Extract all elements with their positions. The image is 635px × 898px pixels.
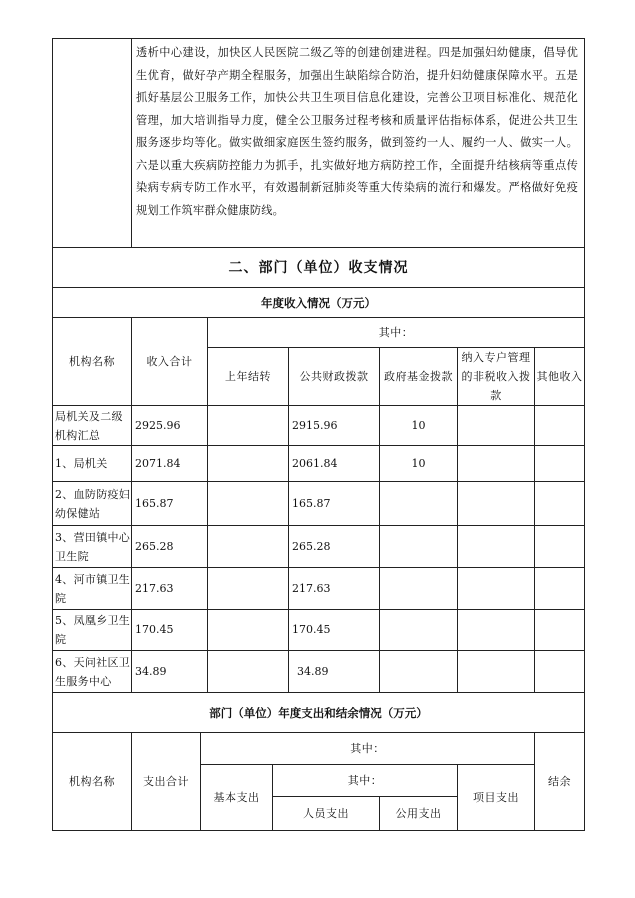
income-header-carryover: 上年结转: [208, 348, 289, 406]
row-carryover: [208, 526, 289, 568]
row-org: 4、河市镇卫生院: [53, 568, 132, 610]
row-gov-fund: 10: [380, 406, 458, 446]
row-non-tax: [458, 406, 535, 446]
row-public-fiscal: 2915.96: [289, 406, 380, 446]
expense-header-of-which: 其中：: [201, 733, 535, 765]
expense-header-balance: 结余: [535, 733, 585, 831]
row-total: 2925.96: [132, 406, 208, 446]
row-total: 2071.84: [132, 446, 208, 482]
left-blank-cell: [53, 39, 132, 248]
row-org: 3、营田镇中心卫生院: [53, 526, 132, 568]
row-non-tax: [458, 482, 535, 526]
row-gov-fund: [380, 610, 458, 651]
expense-header-personnel: 人员支出: [273, 797, 380, 831]
row-carryover: [208, 610, 289, 651]
row-carryover: [208, 446, 289, 482]
row-non-tax: [458, 651, 535, 693]
row-total: 217.63: [132, 568, 208, 610]
row-carryover: [208, 651, 289, 693]
row-public-fiscal: 265.28: [289, 526, 380, 568]
row-total: 34.89: [132, 651, 208, 693]
budget-table: [52, 38, 585, 831]
row-non-tax: [458, 446, 535, 482]
row-public-fiscal: 34.89: [289, 651, 380, 693]
row-org: 5、凤凰乡卫生院: [53, 610, 132, 651]
expense-header-total: 支出合计: [132, 733, 201, 831]
income-header-of-which: 其中：: [208, 318, 585, 348]
row-non-tax: [458, 526, 535, 568]
row-org: 局机关及二级机构汇总: [53, 406, 132, 446]
row-other: [535, 526, 585, 568]
row-public-fiscal: 2061.84: [289, 446, 380, 482]
table-row: [53, 482, 585, 526]
table-row: [53, 446, 585, 482]
expense-title: 部门（单位）年度支出和结余情况（万元）: [53, 693, 585, 733]
income-header-gov-fund: 政府基金拨款: [380, 348, 458, 406]
table-row: [53, 651, 585, 693]
expense-header-basic: 基本支出: [201, 765, 273, 831]
row-total: 265.28: [132, 526, 208, 568]
table-row: [53, 406, 585, 446]
row-gov-fund: [380, 526, 458, 568]
income-header-other: 其他收入: [535, 348, 585, 406]
row-carryover: [208, 568, 289, 610]
row-other: [535, 446, 585, 482]
expense-header-of-which-inner: 其中：: [273, 765, 458, 797]
row-public-fiscal: 217.63: [289, 568, 380, 610]
row-gov-fund: [380, 482, 458, 526]
row-carryover: [208, 482, 289, 526]
intro-paragraph: 透析中心建设，加快区人民医院二级乙等的创建创建进程。四是加强妇幼健康，倡导优生优育，做好孕产期全程服务，加强出生缺陷综合防治，提升妇幼健康保障水平。五是抓好基层公卫服务工作，加快公共卫生项目信息化建设，完善公卫项目标准化、规范化管理，加大培训指导力度，健全公卫服务过程考核和质量评估指标体系，促进公共卫生服务逐步均等化。做实做细家庭医生签约服务，做到签约一人、履约一人、做实一人。六是以重大疾病防控能力为抓手，扎实做好地方病防控工作，全面提升结核病等重点传染病专病专防工作水平，有效遏制新冠肺炎等重大传染病的流行和爆发。严格做好免疫规划工作筑牢群众健康防线。: [132, 39, 585, 248]
row-total: 165.87: [132, 482, 208, 526]
row-other: [535, 610, 585, 651]
row-other: [535, 568, 585, 610]
table-row: [53, 568, 585, 610]
row-non-tax: [458, 568, 535, 610]
row-org: 6、天问社区卫生服务中心: [53, 651, 132, 693]
table-row: [53, 610, 585, 651]
section-title: 二、部门（单位）收支情况: [53, 248, 585, 288]
row-other: [535, 406, 585, 446]
row-org: 1、局机关: [53, 446, 132, 482]
row-gov-fund: 10: [380, 446, 458, 482]
income-header-total: 收入合计: [132, 318, 208, 406]
income-header-org: 机构名称: [53, 318, 132, 406]
table-row: [53, 526, 585, 568]
expense-header-org: 机构名称: [53, 733, 132, 831]
income-header-public-fiscal: 公共财政拨款: [289, 348, 380, 406]
row-public-fiscal: 170.45: [289, 610, 380, 651]
row-public-fiscal: 165.87: [289, 482, 380, 526]
expense-header-project: 项目支出: [458, 765, 535, 831]
row-other: [535, 651, 585, 693]
income-header-non-tax: 纳入专户管理的非税收入拨款: [458, 348, 535, 406]
row-org: 2、血防防疫妇幼保健站: [53, 482, 132, 526]
row-gov-fund: [380, 568, 458, 610]
income-title: 年度收入情况（万元）: [53, 288, 585, 318]
row-other: [535, 482, 585, 526]
row-total: 170.45: [132, 610, 208, 651]
expense-header-public-use: 公用支出: [380, 797, 458, 831]
row-gov-fund: [380, 651, 458, 693]
row-non-tax: [458, 610, 535, 651]
row-carryover: [208, 406, 289, 446]
